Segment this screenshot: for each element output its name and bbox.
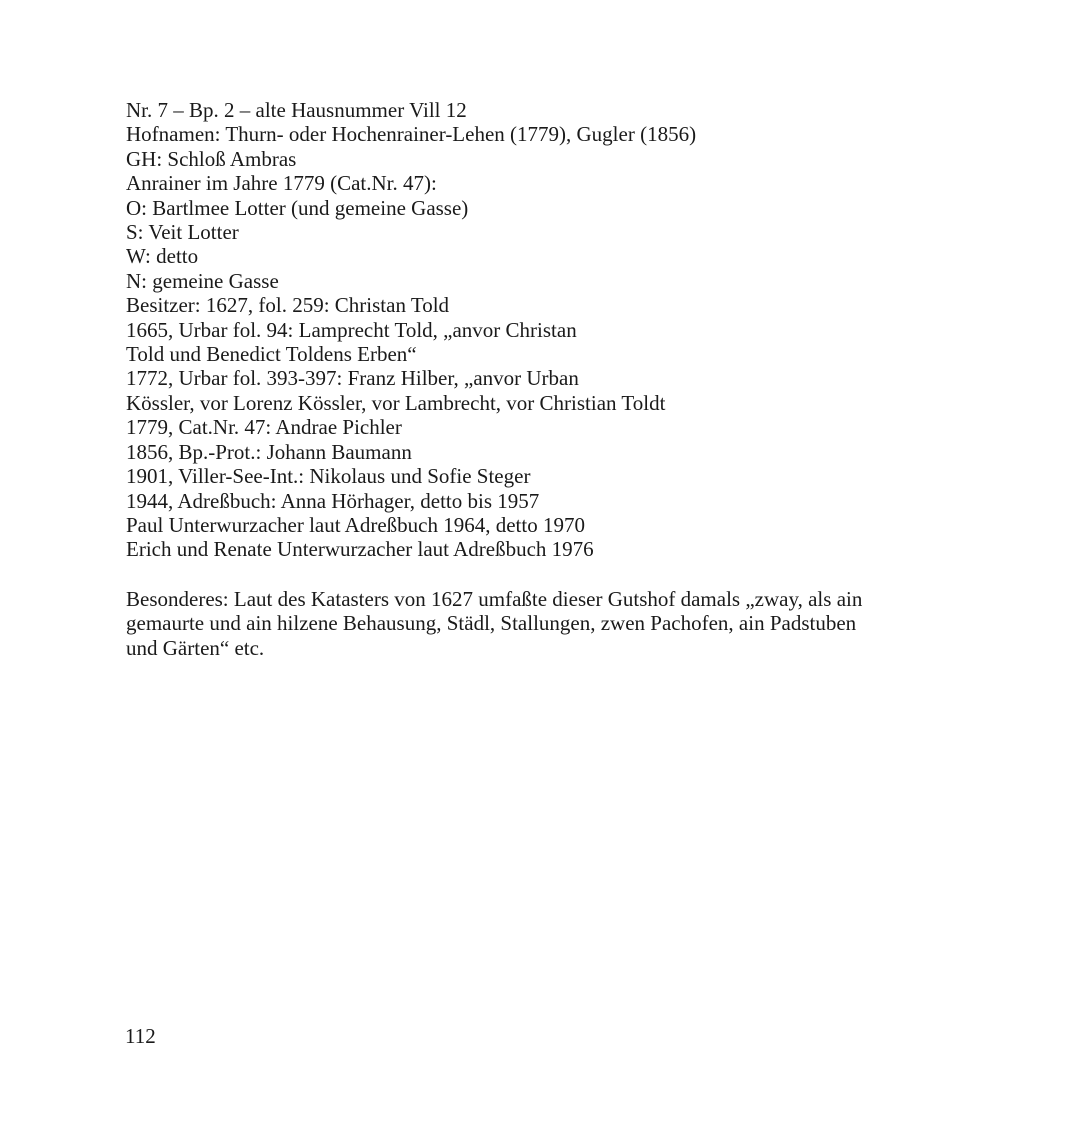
house-record [126, 98, 966, 562]
note-line: gemaurte und ain hilzene Behausung, Städl, Stallungen, zwen Pachofen, ain Padstuben [126, 611, 857, 636]
record-line: Told und Benedict Toldens Erben“ [126, 342, 417, 367]
record-line: Erich und Renate Unterwurzacher laut Adreßbuch 1976 [126, 537, 594, 562]
record-line: Besitzer: 1627, fol. 259: Christan Told [126, 293, 450, 318]
record-line: 1772, Urbar fol. 393-397: Franz Hilber, „anvor Urban [126, 366, 579, 391]
record-line: Nr. 7 – Bp. 2 – alte Hausnummer Vill 12 [126, 98, 467, 122]
record-line: 1665, Urbar fol. 94: Lamprecht Told, „anvor Christan [126, 317, 577, 342]
record-line: 1944, Adreßbuch: Anna Hörhager, detto bis 1957 [126, 488, 540, 513]
record-line: 1856, Bp.-Prot.: Johann Baumann [126, 439, 412, 464]
note-line: und Gärten“ etc. [126, 635, 265, 660]
record-line: N: gemeine Gasse [126, 268, 279, 293]
page-number: 112 [125, 1024, 156, 1048]
record-line: Anrainer im Jahre 1779 (Cat.Nr. 47): [126, 171, 437, 196]
special-note-paragraph [126, 587, 956, 660]
record-line: Hofnamen: Thurn- oder Hochenrainer-Lehen (1779), Gugler (1856) [126, 122, 697, 147]
record-line: W: detto [126, 244, 199, 269]
record-line: O: Bartlmee Lotter (und gemeine Gasse) [126, 195, 469, 220]
note-line: Besonderes: Laut des Katasters von 1627 umfaßte dieser Gutshof damals „zway, als ain [126, 587, 863, 611]
record-line: Kössler, vor Lorenz Kössler, vor Lambrecht, vor Christian Toldt [126, 390, 666, 415]
record-line: 1779, Cat.Nr. 47: Andrae Pichler [126, 415, 402, 440]
record-line: 1901, Viller-See-Int.: Nikolaus und Sofie Steger [126, 464, 531, 489]
record-line: Paul Unterwurzacher laut Adreßbuch 1964, detto 1970 [126, 512, 585, 537]
record-line: GH: Schloß Ambras [126, 146, 297, 171]
record-line: S: Veit Lotter [126, 220, 239, 245]
